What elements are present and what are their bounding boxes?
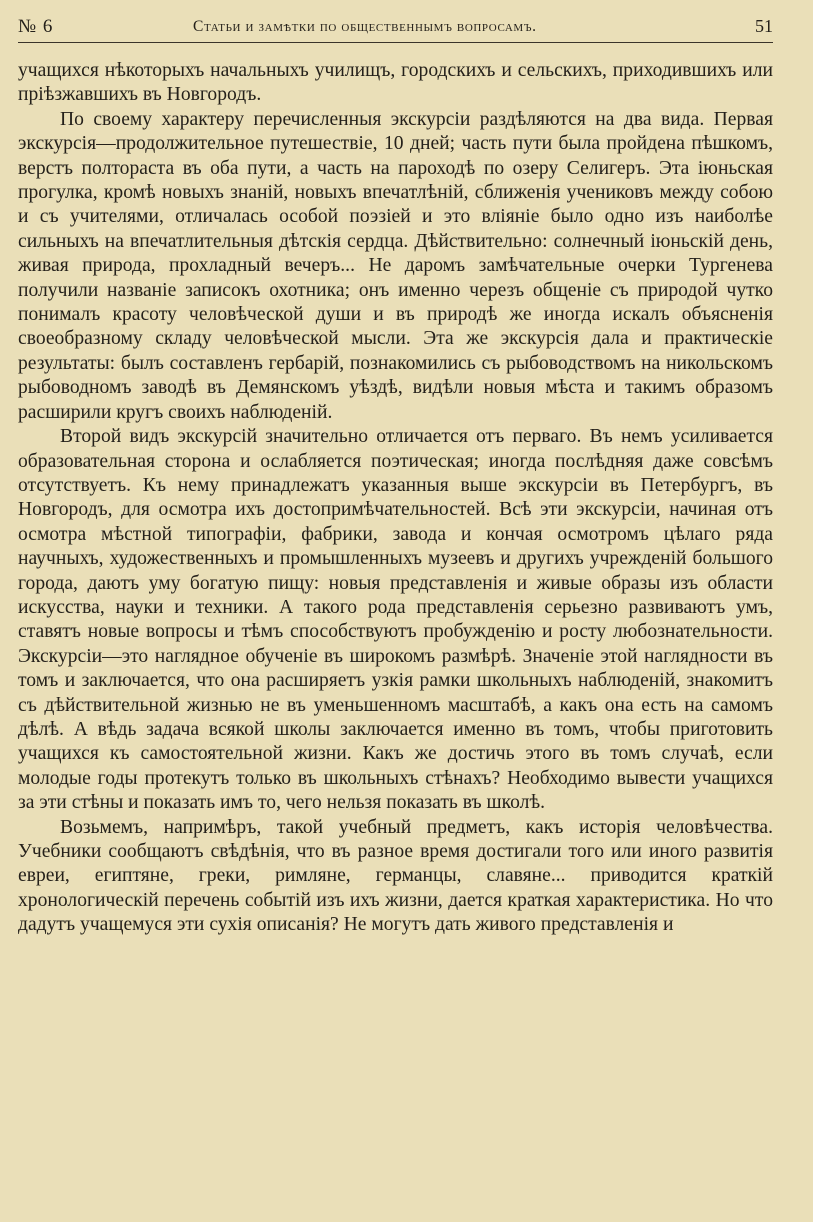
issue-number: № 6 (18, 16, 54, 37)
paragraph-history-example: Возьмемъ, напримѣръ, такой учебный предметъ, какъ исторія человѣчества. Учебники сообщаютъ свѣдѣнія, что въ разное время достигали того или иного развитія евреи, египтяне, греки, римляне, германцы, славяне... приводится краткій хронологическій перечень событій изъ ихъ жизни, дается краткая характеристика. Но что дадутъ учащемуся эти сухія описанія? Не могутъ дать живого представленія и (18, 816, 773, 936)
running-header (18, 14, 773, 43)
paragraph-continuation: учащихся нѣкоторыхъ начальныхъ училищъ, городскихъ и сельскихъ, приходившихъ или пріѣзжавшихъ въ Новгородъ. (18, 60, 773, 106)
page-number: 51 (755, 16, 773, 36)
article-body (18, 59, 773, 938)
paragraph-second-type: Второй видъ экскурсій значительно отличается отъ перваго. Въ немъ усиливается образовательная сторона и ослабляется поэтическая; иногда послѣдняя даже совсѣмъ отсутствуетъ. Къ нему принадлежатъ указанныя выше экскурсіи въ Петербургъ, въ Новгородъ, для осмотра ихъ достопримѣчательностей. Всѣ эти экскурсіи, начиная отъ осмотра мѣстной типографіи, фабрики, завода и кончая осмотромъ цѣлаго ряда научныхъ, художественныхъ и промышленныхъ музеевъ и другихъ учрежденій большого города, даютъ уму богатую пищу: новыя представленія и живые образы изъ области искусства, науки и техники. А такого рода представленія серьезно развиваютъ умъ, ставятъ новые вопросы и тѣмъ способствуютъ пробужденію и росту любознательности. Экскурсіи—это наглядное обученіе въ широкомъ размѣрѣ. Значеніе этой наглядности въ томъ и заключается, что она расширяетъ узкія рамки школьныхъ наблюденій, знакомитъ съ дѣйствительной жизнью не въ уменьшенномъ масштабѣ, а какъ она есть на самомъ дѣлѣ. А вѣдь задача всякой школы заключается именно въ томъ, чтобы приготовить учащихся къ самостоятельной жизни. Какъ же достичь этого въ томъ случаѣ, если молодые годы протекутъ только въ школьныхъ стѣнахъ? Необходимо вывести учащихся за эти стѣны и показать имъ то, чего нельзя показать въ школѣ. (18, 426, 773, 814)
paragraph-excursion-types: По своему характеру перечисленныя экскурсіи раздѣляются на два вида. Первая экскурсія—продолжительное путешествіе, 10 дней; часть пути была пройдена пѣшкомъ, верстъ полтораста въ оба пути, а часть на пароходѣ по озеру Селигеръ. Эта іюньская прогулка, кромѣ новыхъ знаній, новыхъ впечатлѣній, сближенія учениковъ между собою и съ учителями, отличалась особой поэзіей и это вліяніе было одно изъ наиболѣе сильныхъ на впечатлительныя дѣтскія сердца. Дѣйствительно: солнечный іюньскій день, живая природа, прохладный вечеръ... Не даромъ замѣчательные очерки Тургенева получили названіе записокъ охотника; онъ именно черезъ общеніе съ природой чутко понималъ красоту человѣческой души и въ природѣ же иногда искалъ объясненія своеобразному складу человѣческой мысли. Эта же экскурсія дала и практическіе результаты: былъ составленъ гербарій, познакомились съ рыбоводствомъ на никольскомъ рыбоводномъ заводѣ въ Демянскомъ уѣздѣ, видѣли новыя мѣста и такимъ образомъ расширили кругъ своихъ наблюденій. (18, 108, 773, 423)
running-title: Статьи и замѣтки по общественнымъ вопросамъ. (193, 18, 537, 35)
